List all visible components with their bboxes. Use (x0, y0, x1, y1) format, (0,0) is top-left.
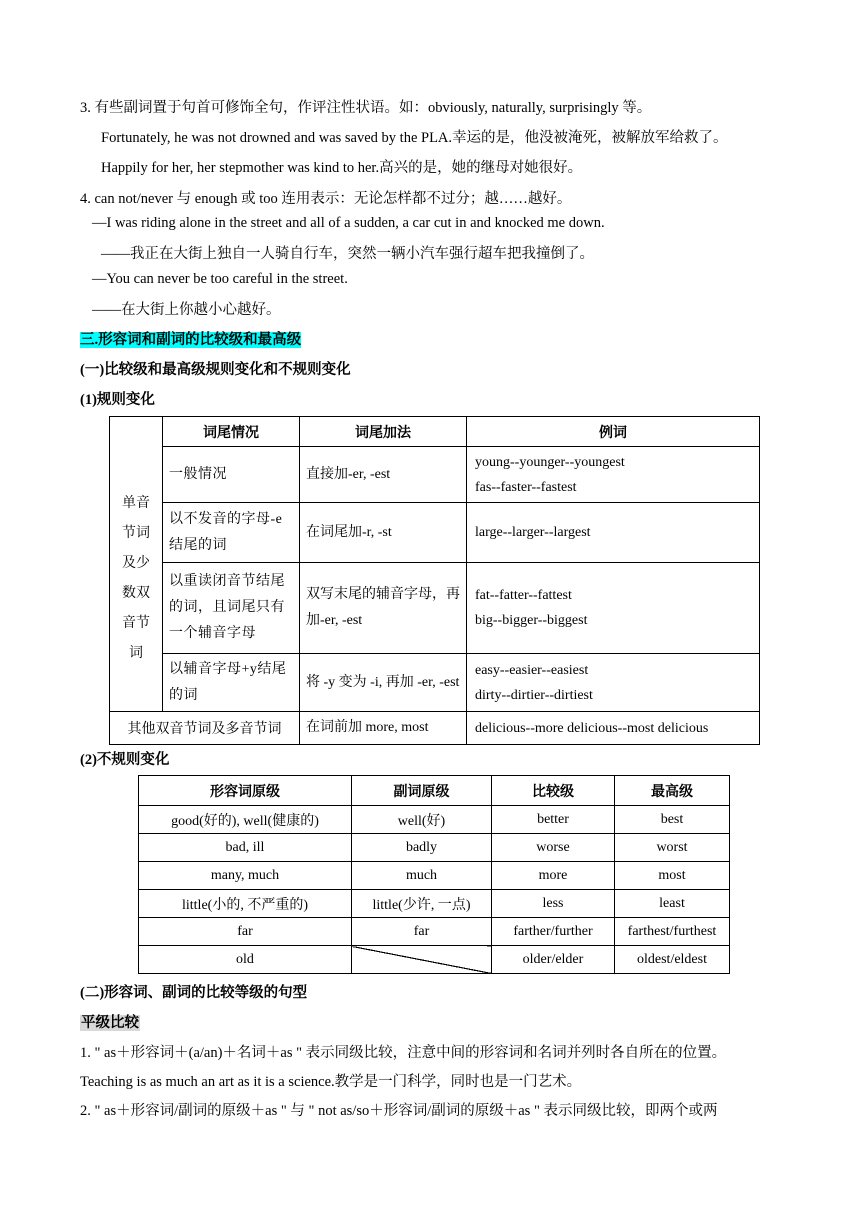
point-3: 3. 有些副词置于句首可修饰全句，作评注性状语。如：obviously, naturally, surprisingly 等。 (80, 100, 652, 116)
paragraph: 2. " as＋形容词/副词的原级＋as " 与 " not as/so＋形容词/副词的原级＋as " 表示同级比较，即两个或两 (80, 1103, 718, 1119)
header-ending: 词尾情况 (163, 417, 300, 447)
examples-cell: large--larger--largest (467, 503, 760, 563)
table-row: bad, ill badly worse worst (139, 834, 730, 862)
dialogue-line: —I was riding alone in the street and all of a sudden, a car cut in and knocked me down. (92, 215, 605, 231)
example-sentence: Happily for her, her stepmother was kind to her.高兴的是，她的继母对她很好。 (101, 160, 583, 176)
paragraph: 1. " as＋形容词＋(a/an)＋名词＋as " 表示同级比较，注意中间的形容词和名词并列时各自所在的位置。 (80, 1045, 727, 1061)
header-comparative: 比较级 (492, 776, 615, 806)
subsection-heading: (一)比较级和最高级规则变化和不规则变化 (80, 362, 351, 378)
paragraph: Teaching is as much an art as it is a science.教学是一门科学，同时也是一门艺术。 (80, 1074, 582, 1090)
examples-cell: delicious--more delicious--most delicious (467, 712, 760, 745)
dialogue-line: —You can never be too careful in the street. (92, 271, 348, 287)
condition-cell: 以不发音的字母-e结尾的词 (163, 503, 300, 563)
regular-change-table (109, 416, 760, 745)
examples-cell: fat--fatter--fattest big--bigger--biggest (467, 563, 760, 654)
header-method: 词尾加法 (300, 417, 467, 447)
header-adv-base: 副词原级 (352, 776, 492, 806)
method-cell: 在词尾加-r, -st (300, 503, 467, 563)
dialogue-translation: ——我正在大街上独自一人骑自行车，突然一辆小汽车强行超车把我撞倒了。 (101, 246, 594, 262)
condition-cell: 一般情况 (163, 447, 300, 503)
method-cell: 双写末尾的辅音字母，再加-er, -est (300, 563, 467, 654)
condition-cell: 其他双音节词及多音节词 (110, 712, 300, 745)
condition-cell: 以重读闭音节结尾的词，且词尾只有一个辅音字母 (163, 563, 300, 654)
dialogue-translation: ——在大街上你越小心越好。 (92, 302, 281, 318)
subsection-heading: (2)不规则变化 (80, 752, 170, 768)
method-cell: 在词前加 more, most (300, 712, 467, 745)
category-cell: 单音 节词 及少 数双 音节 词 (110, 447, 163, 712)
subsection-heading: (二)形容词、副词的比较等级的句型 (80, 985, 308, 1001)
condition-cell: 以辅音字母+y结尾的词 (163, 654, 300, 712)
diagonal-empty-cell (352, 946, 492, 974)
method-cell: 直接加-er, -est (300, 447, 467, 503)
table-row: many, much much more most (139, 862, 730, 890)
irregular-change-table (138, 775, 730, 974)
subsection-heading: (1)规则变化 (80, 392, 155, 408)
table-row: old older/elder oldest/eldest (139, 946, 730, 974)
table-row: little(小的, 不严重的) little(少许, 一点) less least (139, 890, 730, 918)
method-cell: 将 -y 变为 -i, 再加 -er, -est (300, 654, 467, 712)
examples-cell: easy--easier--easiest dirty--dirtier--dirtiest (467, 654, 760, 712)
example-sentence: Fortunately, he was not drowned and was saved by the PLA.幸运的是，他没被淹死，被解放军给救了。 (101, 130, 728, 146)
table-row: far far farther/further farthest/furthest (139, 918, 730, 946)
header-superlative: 最高级 (615, 776, 730, 806)
point-4: 4. can not/never 与 enough 或 too 连用表示：无论怎样都不过分；越……越好。 (80, 191, 572, 207)
examples-cell: young--younger--youngest fas--faster--fastest (467, 447, 760, 503)
header-examples: 例词 (467, 417, 760, 447)
subheading-highlight: 平级比较 (81, 1015, 139, 1031)
section-heading: 三.形容词和副词的比较级和最高级 (80, 332, 302, 348)
table-row: good(好的), well(健康的) well(好) better best (139, 806, 730, 834)
header-adj-base: 形容词原级 (139, 776, 352, 806)
